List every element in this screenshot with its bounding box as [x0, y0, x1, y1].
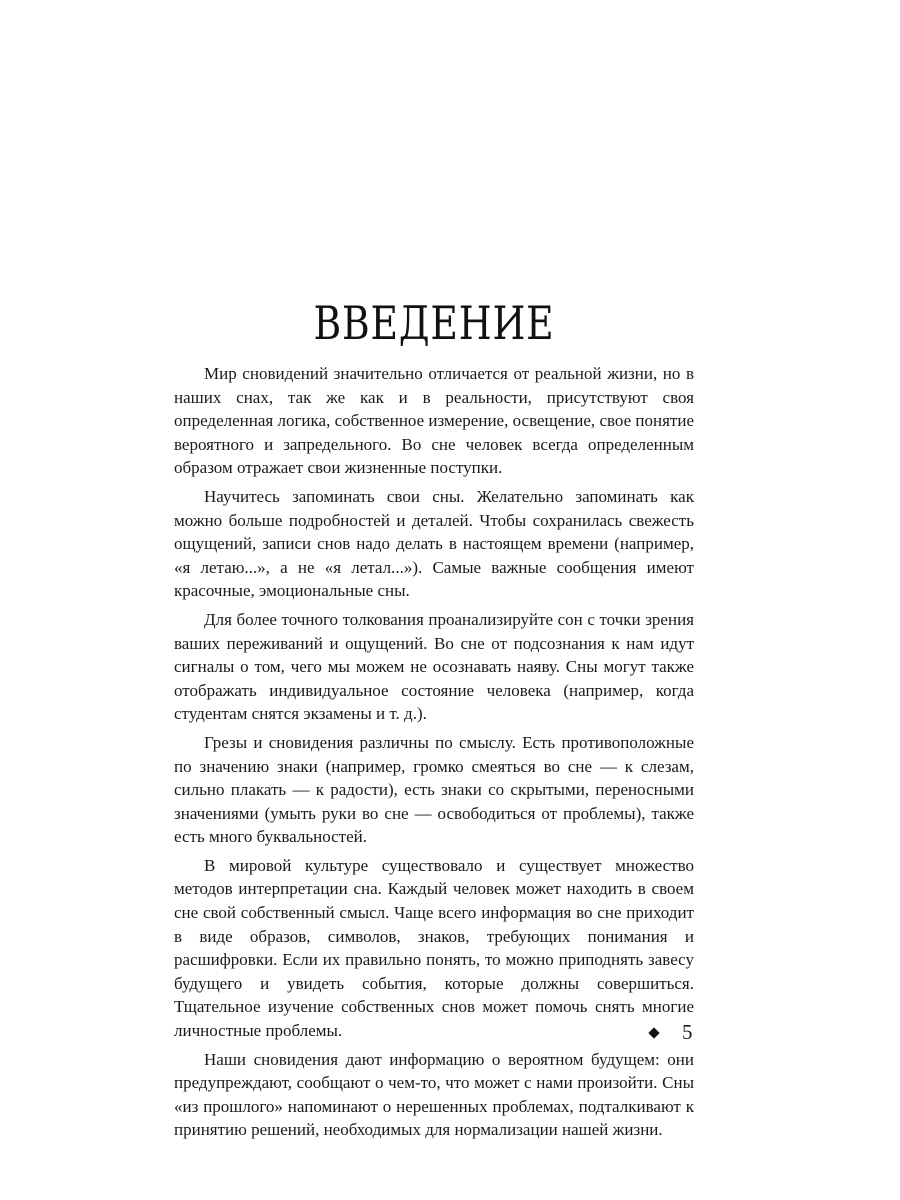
chapter-title: ВВЕДЕНИЕ [313, 296, 555, 350]
paragraph: В мировой культуре существовало и существует множество методов интерпретации сна. Каждый человек может находить в своем сне свой собственный смысл. Чаще всего информация во сне приходит в виде образов, символов, знаков, требующих понимания и расшифровки. Если их правильно понять, то можно приподнять завесу будущего и увидеть события, которые должны совершиться. Тщательное изучение собственных снов может помочь снять многие личностные проблемы. [174, 855, 694, 1041]
paragraph: Мир сновидений значительно отличается от реальной жизни, но в наших снах, так же как и в реальности, присутствуют своя определенная логика, собственное измерение, освещение, свое понятие вероятного и запредельного. Во сне человек всегда определенным образом отражает свои жизненные поступки. [174, 364, 694, 478]
page-footer [650, 1019, 710, 1049]
paragraph: Научитесь запоминать свои сны. Желательно запоминать как можно больше подробностей и деталей. Чтобы сохранилась свежесть ощущений, записи снов надо делать в настоящем времени (например, «я летаю...», а не «я летал...»). Самые важные сообщения имеют красочные, эмоциональные сны. [174, 486, 694, 601]
paragraph: Для более точного толкования проанализируйте сон с точки зрения ваших переживаний и ощущений. Во сне от подсознания к нам идут сигналы о том, чего мы можем не осознавать наяву. Сны могут также отображать индивидуальное состояние человека (например, когда студентам снятся экзамены и т. д.). [174, 609, 694, 724]
page-number: 5 [682, 1020, 693, 1044]
paragraph: Грезы и сновидения различны по смыслу. Есть противоположные по значению знаки (например, громко смеяться во сне — к слезам, сильно плакать — к радости), есть знаки со скрытыми, переносными значениями (умыть руки во сне — освободиться от проблемы), также есть много буквальностей. [174, 732, 694, 847]
paragraph: Наши сновидения дают информацию о вероятном будущем: они предупреждают, сообщают о чем-то, что может с нами произойти. Сны «из прошлого» напоминают о нерешенных проблемах, подталкивают к принятию решений, необходимых для нормализации нашей жизни. [174, 1049, 694, 1140]
body-text [174, 362, 694, 1147]
diamond-icon [648, 1027, 659, 1038]
